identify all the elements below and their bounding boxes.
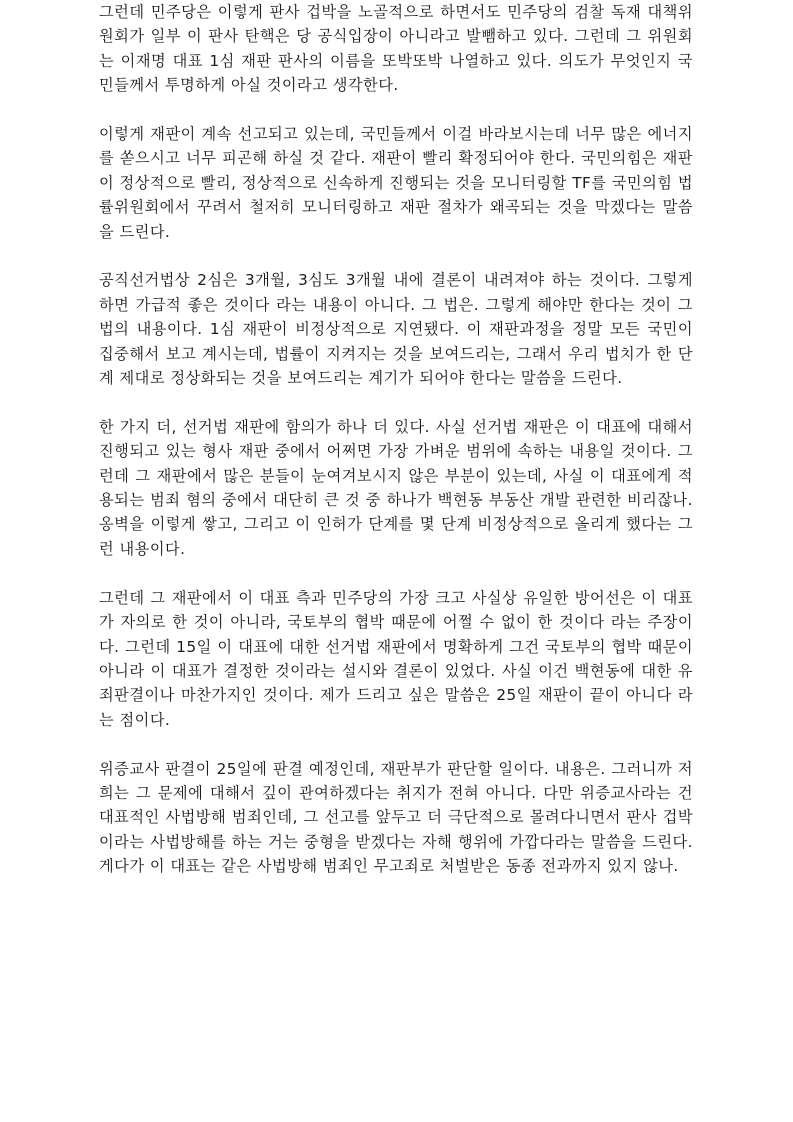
paragraph-2: 이렇게 재판이 계속 선고되고 있는데, 국민들께서 이걸 바라보시는데 너무 많은 에너지를 쏟으시고 너무 피곤해 하실 것 같다. 재판이 빨리 확정되어야 한다. 국민의힘은 재판이 정상적으로 빨리, 정상적으로 신속하게 진행되는 것을 모니터링할 TF를 국민의힘 법률위원회에서 꾸려서 철저히 모니터링하고 재판 절차가 왜곡되는 것을 막겠다는 말씀을 드린다. [99, 125, 693, 241]
paragraph-6: 위증교사 판결이 25일에 판결 예정인데, 재판부가 판단할 일이다. 내용은. 그러니까 저희는 그 문제에 대해서 깊이 관여하겠다는 취지가 전혀 아니다. 다만 위증교사라는 건 대표적인 사법방해 범죄인데, 그 선고를 앞두고 더 극단적으로 몰려다니면서 판사 겁박이라는 사법방해를 하는 거는 중형을 받겠다는 자해 행위에 가깝다라는 말씀을 드린다. 게다가 이 대표는 같은 사법방해 범죄인 무고죄로 처벌받은 동종 전과까지 있지 않나. [99, 759, 694, 876]
paragraph-3: 공직선거법상 2심은 3개월, 3심도 3개월 내에 결론이 내려져야 하는 것이다. 그렇게 하면 가급적 좋은 것이다 라는 내용이 아니다. 그 법은. 그렇게 해야만 한다는 것이 그 법의 내용이다. 1심 재판이 비정상적으로 지연됐다. 이 재판과정을 정말 모든 국민이 집중해서 보고 계시는데, 법률이 지켜지는 것을 보여드리는, 그래서 우리 법치가 한 단계 제대로 정상화되는 것을 보여드리는 계기가 되어야 한다는 말씀을 드린다. [99, 271, 693, 388]
document-body [99, 0, 693, 903]
paragraph-1: 그런데 민주당은 이렇게 판사 겁박을 노골적으로 하면서도 민주당의 검찰 독재 대책위원회가 일부 이 판사 탄핵은 당 공식입장이 아니라고 발뺌하고 있다. 그런데 그 위원회는 이재명 대표 1심 재판 판사의 이름을 또박또박 나열하고 있다. 의도가 무엇인지 국민들께서 투명하게 아실 것이라고 생각한다. [99, 3, 693, 95]
paragraph-5: 그런데 그 재판에서 이 대표 측과 민주당의 가장 크고 사실상 유일한 방어선은 이 대표가 자의로 한 것이 아니라, 국토부의 협박 때문에 어쩔 수 없이 한 것이다 라는 주장이다. 그런데 15일 이 대표에 대한 선거법 재판에서 명확하게 그건 국토부의 협박 때문이 아니라 이 대표가 결정한 것이라는 설시와 결론이 있었다. 사실 이건 백현동에 대한 유죄판결이나 마찬가지인 것이다. 제가 드리고 싶은 말씀은 25일 재판이 끝이 아니다 라는 점이다. [99, 588, 693, 729]
paragraph-4: 한 가지 더, 선거법 재판에 함의가 하나 더 있다. 사실 선거법 재판은 이 대표에 대해서 진행되고 있는 형사 재판 중에서 어쩌면 가장 가벼운 범위에 속하는 내용일 것이다. 그런데 그 재판에서 많은 분들이 눈여겨보시지 않은 부분이 있는데, 사실 이 대표에게 적용되는 범죄 혐의 중에서 대단히 큰 것 중 하나가 백현동 부동산 개발 관련한 비리잖나. 옹벽을 이렇게 쌓고, 그리고 이 인허가 단계를 몇 단계 비정상적으로 올리게 했다는 그런 내용이다. [99, 417, 693, 558]
